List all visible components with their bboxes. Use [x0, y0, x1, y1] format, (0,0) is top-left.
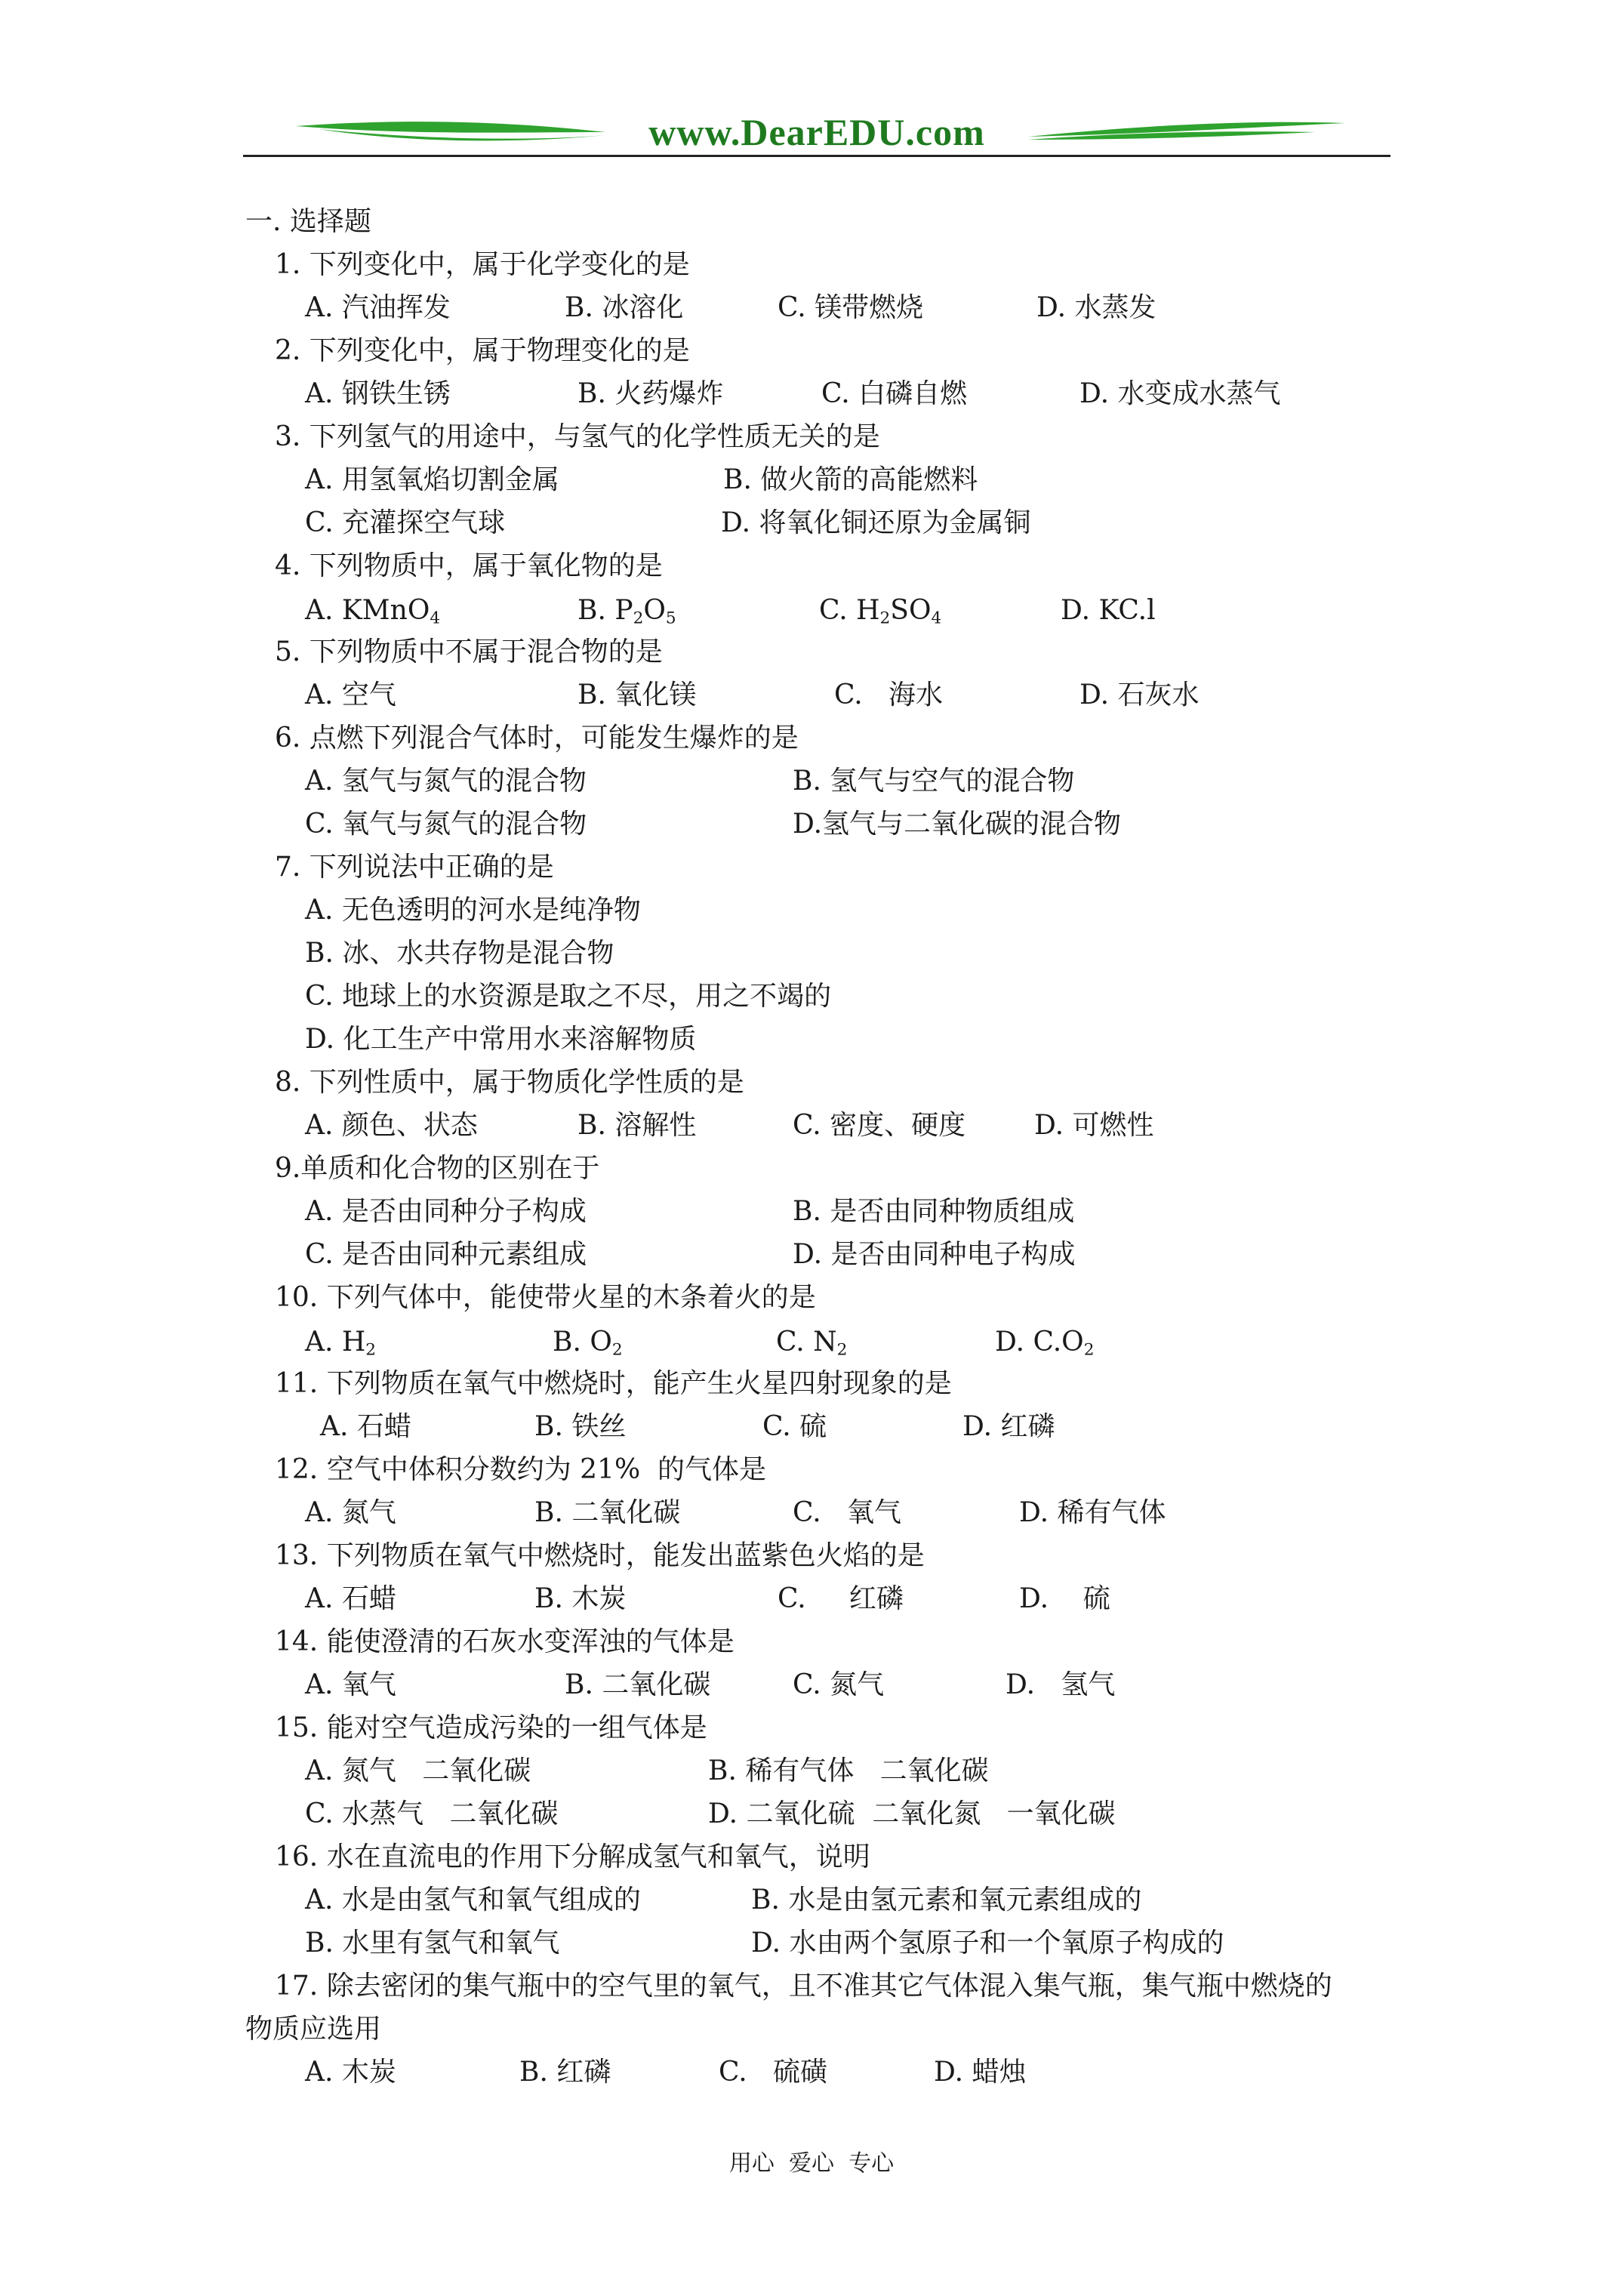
q15-option-d: D. 二氧化硫 二氧化氮 一氧化碳 [708, 1798, 1116, 1829]
q12-option-d: D. 稀有气体 [1019, 1497, 1166, 1528]
question-stem-13: 13. 下列物质在氧气中燃烧时，能发出蓝紫色火焰的是 [275, 1540, 925, 1571]
q9-option-d: D. 是否由同种电子构成 [793, 1239, 1076, 1270]
q5-option-b: B. 氧化镁 [577, 680, 697, 710]
question-stem-15: 15. 能对空气造成污染的一组气体是 [275, 1712, 707, 1743]
q6-option-b: B. 氢气与空气的混合物 [793, 766, 1075, 797]
q4-option-c: C. $H_2SO_4$ [819, 595, 942, 628]
q7-option-b: B. 冰、水共存物是混合物 [305, 938, 614, 969]
q14-option-c: C. 氮气 [793, 1669, 885, 1700]
question-stem-3: 3. 下列氢气的用途中，与氢气的化学性质无关的是 [275, 421, 880, 452]
question-stem-9: 9.单质和化合物的区别在于 [275, 1153, 600, 1184]
page-footer: 用心 爱心 专心 [728, 2150, 895, 2177]
q2-option-c: C. 白磷自燃 [821, 378, 968, 409]
q11-option-a: A. 石蜡 [320, 1411, 411, 1442]
q14-option-b: B. 二氧化碳 [565, 1669, 711, 1700]
q8-option-b: B. 溶解性 [577, 1110, 697, 1141]
q5-option-c: C. 海水 [834, 680, 944, 710]
q9-option-b: B. 是否由同种物质组成 [793, 1196, 1075, 1227]
q16-option-a: A. 水是由氢气和氧气组成的 [305, 1885, 641, 1915]
q10-option-a: A. $H_2$ [305, 1327, 377, 1360]
q4-option-d: D. KC.l [1061, 595, 1156, 626]
q12-option-c: C. 氧气 [793, 1497, 902, 1528]
q2-option-b: B. 火药爆炸 [577, 378, 724, 409]
q17-option-d: D. 蜡烛 [934, 2057, 1027, 2088]
question-stem-4: 4. 下列物质中，属于氧化物的是 [275, 550, 663, 581]
q12-option-a: A. 氮气 [305, 1497, 396, 1528]
q9-option-c: C. 是否由同种元素组成 [305, 1239, 587, 1270]
q16-option-b: B. 水是由氢元素和氧元素组成的 [751, 1885, 1142, 1915]
q8-option-a: A. 颜色、状态 [305, 1110, 478, 1141]
q7-option-d: D. 化工生产中常用水来溶解物质 [305, 1024, 697, 1055]
q11-option-b: B. 铁丝 [534, 1411, 627, 1442]
q13-option-b: B. 木炭 [534, 1583, 627, 1614]
q6-option-d: D.氢气与二氧化碳的混合物 [793, 809, 1122, 840]
q17-option-b: B. 红磷 [519, 2057, 611, 2088]
header-banner [243, 109, 1390, 162]
q4-option-b: B. $P_2O_5$ [577, 595, 676, 628]
q16-option-d: D. 水由两个氢原子和一个氧原子构成的 [751, 1928, 1224, 1959]
q8-option-d: D. 可燃性 [1034, 1110, 1154, 1141]
q7-option-a: A. 无色透明的河水是纯净物 [305, 895, 641, 926]
q6-option-c: C. 氧气与氮气的混合物 [305, 809, 587, 840]
q6-option-a: A. 氢气与氮气的混合物 [305, 766, 587, 797]
question-stem-12: 12. 空气中体积分数约为 21% 的气体是 [275, 1454, 767, 1485]
q14-option-a: A. 氧气 [305, 1669, 396, 1700]
q1-option-c: C. 镁带燃烧 [778, 292, 924, 323]
q17-option-c: C. 硫磺 [719, 2057, 828, 2088]
q15-option-a: A. 氮气 二氧化碳 [305, 1755, 531, 1786]
question-stem-11: 11. 下列物质在氧气中燃烧时，能产生火星四射现象的是 [275, 1368, 952, 1399]
q14-option-d: D. 氢气 [1006, 1669, 1116, 1700]
q3-option-d: D. 将氧化铜还原为金属铜 [721, 507, 1031, 538]
q3-option-a: A. 用氢氧焰切割金属 [305, 464, 559, 495]
q4-option-a: A. KMnO$_4$ [305, 595, 441, 628]
q15-option-c: C. 水蒸气 二氧化碳 [305, 1798, 559, 1829]
q2-option-d: D. 水变成水蒸气 [1079, 378, 1281, 409]
question-stem-6: 6. 点燃下列混合气体时，可能发生爆炸的是 [275, 723, 799, 754]
question-stem-16: 16. 水在直流电的作用下分解成氢气和氧气，说明 [275, 1841, 870, 1872]
question-stem-8: 8. 下列性质中，属于物质化学性质的是 [275, 1067, 744, 1098]
question-stem-10: 10. 下列气体中，能使带火星的木条着火的是 [275, 1282, 816, 1313]
q1-option-b: B. 冰溶化 [565, 292, 684, 323]
site-name[interactable]: www.DearEDU.com [648, 111, 985, 153]
q15-option-b: B. 稀有气体 二氧化碳 [708, 1755, 989, 1786]
q3-option-c: C. 充灌探空气球 [305, 507, 506, 538]
q11-option-d: D. 红磷 [962, 1411, 1055, 1442]
q13-option-a: A. 石蜡 [305, 1583, 396, 1614]
q8-option-c: C. 密度、硬度 [793, 1110, 966, 1141]
q1-option-d: D. 水蒸发 [1036, 292, 1156, 323]
q2-option-a: A. 钢铁生锈 [305, 378, 451, 409]
question-stem-14: 14. 能使澄清的石灰水变浑浊的气体是 [275, 1626, 735, 1657]
q16-option-c: B. 水里有氢气和氧气 [305, 1928, 560, 1959]
q5-option-d: D. 石灰水 [1079, 680, 1200, 710]
q10-option-c: C. $N_2$ [776, 1327, 848, 1360]
q12-option-b: B. 二氧化碳 [534, 1497, 681, 1528]
q5-option-a: A. 空气 [305, 680, 396, 710]
question-stem-7: 7. 下列说法中正确的是 [275, 852, 554, 883]
question-stem-17: 17. 除去密闭的集气瓶中的空气里的氧气，且不准其它气体混入集气瓶，集气瓶中燃烧的 [275, 1971, 1332, 2002]
q10-option-d: D. $C.O_2$ [995, 1327, 1095, 1360]
q11-option-c: C. 硫 [762, 1411, 827, 1442]
question-stem-1: 1. 下列变化中，属于化学变化的是 [275, 249, 690, 280]
q9-option-a: A. 是否由同种分子构成 [305, 1196, 587, 1227]
question-stem-17-cont: 物质应选用 [245, 2014, 382, 2045]
header-rule [243, 155, 1390, 157]
q3-option-b: B. 做火箭的高能燃料 [723, 464, 978, 495]
question-stem-5: 5. 下列物质中不属于混合物的是 [275, 636, 663, 667]
q17-option-a: A. 木炭 [305, 2057, 396, 2088]
q10-option-b: B. $O_2$ [553, 1327, 623, 1360]
question-stem-2: 2. 下列变化中，属于物理变化的是 [275, 335, 690, 366]
q1-option-a: A. 汽油挥发 [305, 292, 451, 323]
q13-option-c: C. 红磷 [778, 1583, 904, 1614]
q7-option-c: C. 地球上的水资源是取之不尽，用之不竭的 [305, 981, 832, 1012]
q13-option-d: D. 硫 [1019, 1583, 1110, 1614]
section-title: 一. 选择题 [245, 206, 371, 237]
